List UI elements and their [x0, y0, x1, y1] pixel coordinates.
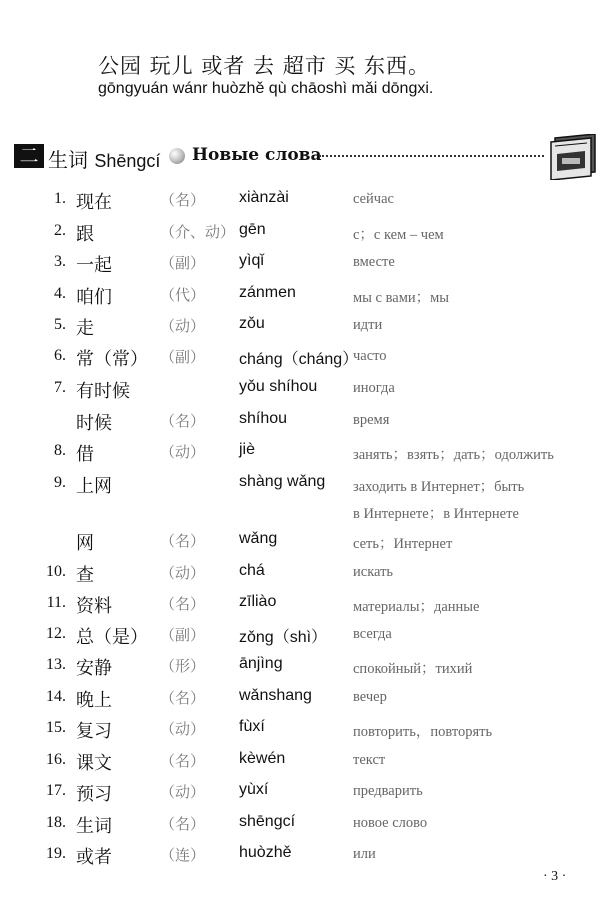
- vocab-number: 15.: [46, 719, 66, 736]
- vocab-number: 4.: [54, 285, 66, 302]
- vocab-translation: новое слово: [353, 815, 428, 831]
- vocab-part-of-speech: （形）: [160, 657, 206, 675]
- vocab-row: [0, 749, 600, 775]
- vocab-translation: иногда: [353, 380, 395, 396]
- vocab-translation: заходить в Интернет；быть: [353, 479, 525, 495]
- vocab-number: 16.: [46, 751, 66, 768]
- vocab-pinyin: zǒng（shì）: [239, 629, 328, 646]
- vocab-row: [0, 472, 600, 522]
- vocab-hanzi: 咱们: [76, 287, 112, 308]
- vocab-part-of-speech: （副）: [160, 348, 206, 366]
- vocab-part-of-speech: （动）: [160, 317, 206, 335]
- vocab-hanzi: 常（常）: [76, 349, 148, 370]
- vocab-pinyin: gēn: [239, 221, 266, 238]
- vocab-translation: время: [353, 412, 390, 428]
- vocab-row: [0, 251, 600, 277]
- vocab-pinyin: yǒu shíhou: [239, 378, 318, 395]
- vocab-part-of-speech: （名）: [160, 532, 206, 550]
- vocab-hanzi: 网: [76, 533, 94, 554]
- vocab-number: 14.: [46, 688, 66, 705]
- vocab-translation: вечер: [353, 689, 387, 705]
- vocab-hanzi: 走: [76, 318, 94, 339]
- vocab-translation: часто: [353, 348, 387, 364]
- vocab-row: [0, 623, 600, 649]
- vocab-row: [0, 345, 600, 371]
- vocab-number: 7.: [54, 379, 66, 396]
- vocab-part-of-speech: （名）: [160, 815, 206, 833]
- vocab-pinyin: wǎng: [239, 530, 278, 547]
- vocab-translation: всегда: [353, 626, 392, 642]
- vocab-pinyin: zánmen: [239, 284, 296, 301]
- vocab-hanzi: 借: [76, 444, 94, 465]
- vocab-hanzi: 晚上: [76, 690, 112, 711]
- vocab-number: 9.: [54, 474, 66, 491]
- example-sentence-pinyin: gōngyuán wánr huòzhě qù chāoshì mǎi dōngxi.: [98, 80, 434, 97]
- vocab-number: 5.: [54, 316, 66, 333]
- vocab-translation: или: [353, 846, 376, 862]
- vocab-translation: с；с кем – чем: [353, 227, 444, 243]
- vocab-translation: идти: [353, 317, 383, 333]
- vocab-translation: спокойный；тихий: [353, 661, 473, 677]
- vocab-part-of-speech: （副）: [160, 254, 206, 272]
- vocab-pinyin: fùxí: [239, 718, 265, 735]
- vocab-hanzi: 资料: [76, 596, 112, 617]
- vocab-number: 17.: [46, 782, 66, 799]
- page-number: · 3 ·: [543, 869, 567, 884]
- vocab-number: 12.: [46, 625, 66, 642]
- section-title-pinyin: Shēngcí: [94, 151, 161, 171]
- vocab-pinyin: xiànzài: [239, 189, 289, 206]
- vocab-translation: вместе: [353, 254, 395, 270]
- vocab-number: 18.: [46, 814, 66, 831]
- vocab-hanzi: 一起: [76, 255, 112, 276]
- vocab-translation: материалы；данные: [353, 599, 480, 615]
- vocab-number: 13.: [46, 656, 66, 673]
- vocab-row: [0, 220, 600, 246]
- vocab-pinyin: jiè: [239, 441, 256, 458]
- vocab-row: [0, 529, 600, 555]
- vocab-hanzi: 跟: [76, 224, 94, 245]
- vocab-part-of-speech: （名）: [160, 752, 206, 770]
- vocab-part-of-speech: （名）: [160, 412, 206, 430]
- vocab-part-of-speech: （名）: [160, 595, 206, 613]
- vocab-row: [0, 561, 600, 587]
- vocab-pinyin: zīliào: [239, 593, 277, 610]
- vocab-row: [0, 780, 600, 806]
- vocab-hanzi: 预习: [76, 784, 112, 805]
- vocab-row: [0, 283, 600, 309]
- vocab-hanzi: 课文: [76, 753, 112, 774]
- example-sentence-chinese: 公园 玩儿 或者 去 超市 买 东西。: [98, 54, 431, 78]
- vocab-part-of-speech: （动）: [160, 783, 206, 801]
- vocab-row: [0, 409, 600, 435]
- vocab-number: 2.: [54, 222, 66, 239]
- vocab-translation: занять；взять；дать；одолжить: [353, 447, 554, 463]
- vocab-pinyin: wǎnshang: [239, 687, 312, 704]
- vocab-hanzi: 复习: [76, 721, 112, 742]
- vocab-hanzi: 或者: [76, 847, 112, 868]
- vocab-translation: мы с вами；мы: [353, 290, 450, 306]
- vocab-row: [0, 654, 600, 680]
- vocab-part-of-speech: （动）: [160, 564, 206, 582]
- vocab-translation: сейчас: [353, 191, 394, 207]
- vocab-part-of-speech: （动）: [160, 443, 206, 461]
- vocab-hanzi: 现在: [76, 192, 112, 213]
- vocab-row: [0, 377, 600, 403]
- vocab-pinyin: kèwén: [239, 750, 286, 767]
- vocab-hanzi: 上网: [76, 476, 112, 497]
- vocab-row: [0, 717, 600, 743]
- vocab-number: 6.: [54, 347, 66, 364]
- vocab-number: 1.: [54, 190, 66, 207]
- vocab-pinyin: cháng（cháng）: [239, 351, 359, 368]
- vocab-hanzi: 时候: [76, 413, 112, 434]
- vocab-translation: предварить: [353, 783, 423, 799]
- vocab-pinyin: shēngcí: [239, 813, 296, 830]
- vocab-part-of-speech: （名）: [160, 689, 206, 707]
- vocab-part-of-speech: （介、动）: [160, 223, 236, 241]
- vocab-number: 19.: [46, 845, 66, 862]
- vocab-hanzi: 安静: [76, 658, 112, 679]
- vocab-pinyin: shàng wǎng: [239, 473, 326, 490]
- vocab-row: [0, 686, 600, 712]
- vocab-hanzi: 生词: [76, 816, 112, 837]
- vocab-number: 11.: [46, 594, 66, 611]
- vocab-row: [0, 843, 600, 869]
- vocab-translation-continued: в Интернете；в Интернете: [353, 506, 519, 522]
- vocab-part-of-speech: （名）: [160, 191, 206, 209]
- vocab-row: [0, 812, 600, 838]
- vocab-translation: сеть；Интернет: [353, 536, 453, 552]
- section-title-chinese: 生词: [48, 148, 88, 172]
- vocab-pinyin: yùxí: [239, 781, 269, 798]
- vocab-part-of-speech: （动）: [160, 720, 206, 738]
- vocab-pinyin: ānjìng: [239, 655, 283, 672]
- vocab-hanzi: 总（是）: [76, 627, 148, 648]
- vocab-part-of-speech: （连）: [160, 846, 206, 864]
- vocab-number: 3.: [54, 253, 66, 270]
- vocab-hanzi: 查: [76, 565, 94, 586]
- vocab-row: [0, 592, 600, 618]
- vocab-pinyin: zǒu: [239, 315, 265, 332]
- vocab-hanzi: 有时候: [76, 381, 130, 402]
- vocab-translation: текст: [353, 752, 386, 768]
- section-number-badge: 二: [14, 144, 44, 168]
- vocab-row: [0, 314, 600, 340]
- vocab-pinyin: yìqǐ: [239, 252, 264, 269]
- vocab-pinyin: chá: [239, 562, 265, 579]
- section-title-russian: Новые слова: [192, 145, 322, 165]
- vocab-translation: искать: [353, 564, 394, 580]
- vocab-part-of-speech: （代）: [160, 286, 206, 304]
- vocab-part-of-speech: （副）: [160, 626, 206, 644]
- vocab-number: 8.: [54, 442, 66, 459]
- vocab-pinyin: shíhou: [239, 410, 288, 427]
- vocab-translation: повторить，повторять: [353, 724, 493, 740]
- vocab-row: [0, 440, 600, 466]
- vocab-number: 10.: [46, 563, 66, 580]
- vocab-pinyin: huòzhě: [239, 844, 292, 861]
- vocab-row: [0, 188, 600, 214]
